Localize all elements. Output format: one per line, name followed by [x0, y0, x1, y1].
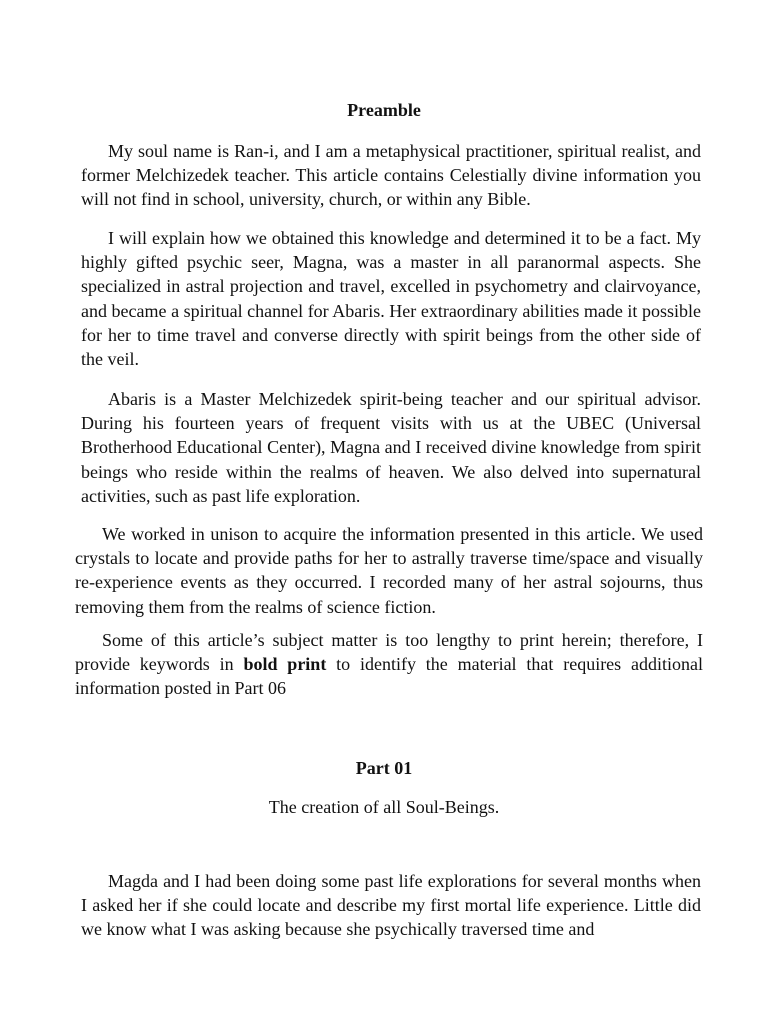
preamble-paragraph-3: Abaris is a Master Melchizedek spirit-being teacher and our spiritual advisor. During his fourteen years of frequent visits with us at the UBEC (Universal Brotherhood Educational Center), Magna and I received divine knowledge from spirit beings who reside within the realms of heaven. We also delved into supernatural activities, such as past life exploration. — [81, 389, 701, 506]
paragraph-5-text-before: Some of this article’s subject matter is too lengthy to print herein; therefore, I provide keywords in — [75, 630, 703, 675]
paragraph-5-text-after: to identify the material that requires additional information posted in Part 06 — [75, 654, 703, 699]
part-01-subtitle: The creation of all Soul-Beings. — [268, 797, 500, 817]
preamble-paragraph-1: My soul name is Ran-i, and I am a metaphysical practitioner, spiritual realist, and former Melchizedek teacher. This article contains Celestially divine information you will not find in school, university, church, or within any Bible. — [81, 141, 701, 210]
preamble-paragraph-5 — [75, 628, 703, 701]
preamble-paragraph-4: We worked in unison to acquire the information presented in this article. We used crystals to locate and provide paths for her to astrally traverse time/space and visually re-experience events as they occurred. I recorded many of her astral sojourns, thus removing them from the realms of science fiction. — [75, 524, 703, 617]
preamble-paragraph-2: I will explain how we obtained this knowledge and determined it to be a fact. My highly gifted psychic seer, Magna, was a master in all paranormal aspects. She specialized in astral projection and travel, excelled in psychometry and clairvoyance, and became a spiritual channel for Abaris. Her extraordinary abilities made it possible for her to time travel and converse directly with spirit beings from the other side of the veil. — [81, 228, 701, 370]
part-01-paragraph-1: Magda and I had been doing some past life explorations for several months when I asked her if she could locate and describe my first mortal life experience. Little did we know what I was asking because she psychically traversed time and — [81, 871, 701, 940]
part-01-heading: Part 01 — [355, 758, 413, 778]
preamble-heading: Preamble — [347, 100, 421, 120]
bold-print-keyword: bold print — [243, 654, 327, 675]
